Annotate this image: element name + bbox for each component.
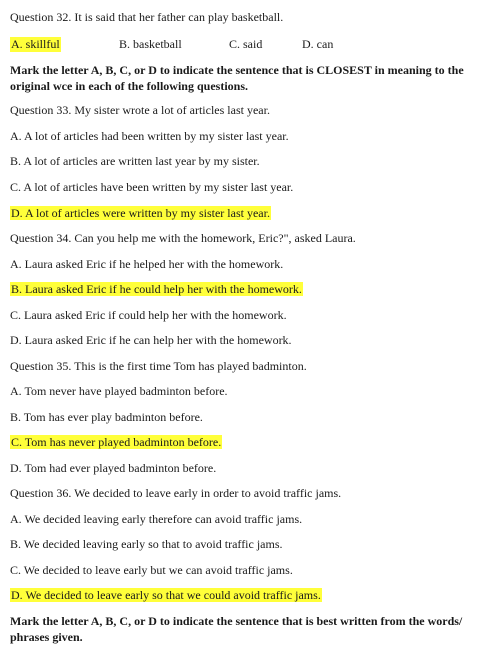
q36-option-a: A. We decided leaving early therefore can avoid traffic jams. bbox=[10, 512, 303, 526]
q35-option-b: B. Tom has ever play badminton before. bbox=[10, 410, 203, 424]
q33-option-d: D. A lot of articles were written by my sister last year. bbox=[11, 206, 270, 220]
instruction-closest-line2: original wce in each of the following questions. bbox=[10, 79, 249, 93]
q34-option-d: D. Laura asked Eric if he can help her with the homework. bbox=[10, 333, 292, 347]
q32-options-row bbox=[10, 37, 472, 52]
q36-option-c: C. We decided to leave early but we can avoid traffic jams. bbox=[10, 563, 293, 577]
q32-option-d: D. can bbox=[302, 37, 334, 51]
q36-question: Question 36. We decided to leave early in order to avoid traffic jams. bbox=[10, 486, 342, 500]
q36-option-d: D. We decided to leave early so that we could avoid traffic jams. bbox=[11, 588, 321, 602]
q35-option-d: D. Tom had ever played badminton before. bbox=[10, 461, 217, 475]
instruction-best-written-line1: Mark the letter A, B, C, or D to indicate the sentence that is best written from the words/ bbox=[10, 614, 463, 628]
q33-option-a: A. A lot of articles had been written by my sister last year. bbox=[10, 129, 289, 143]
q35-question: Question 35. This is the first time Tom has played badminton. bbox=[10, 359, 307, 373]
q34-option-a: A. Laura asked Eric if he helped her with the homework. bbox=[10, 257, 284, 271]
q34-question: Question 34. Can you help me with the homework, Eric?", asked Laura. bbox=[10, 231, 356, 245]
q32-question: Question 32. It is said that her father can play basketball. bbox=[10, 10, 284, 24]
q35-option-c: C. Tom has never played badminton before. bbox=[11, 435, 222, 449]
q32-option-c: C. said bbox=[229, 37, 263, 51]
q33-option-b: B. A lot of articles are written last year by my sister. bbox=[10, 154, 260, 168]
instruction-best-written-line2: phrases given. bbox=[10, 630, 83, 644]
q32-option-b: B. basketball bbox=[119, 37, 182, 51]
q36-option-b: B. We decided leaving early so that to avoid traffic jams. bbox=[10, 537, 283, 551]
instruction-closest-line1: Mark the letter A, B, C, or D to indicate the sentence that is CLOSEST in meaning to the bbox=[10, 63, 464, 77]
q32-option-a: A. skillful bbox=[11, 37, 60, 51]
q34-option-c: C. Laura asked Eric if could help her with the homework. bbox=[10, 308, 287, 322]
q33-option-c: C. A lot of articles have been written by my sister last year. bbox=[10, 180, 294, 194]
q34-option-b: B. Laura asked Eric if he could help her with the homework. bbox=[11, 282, 302, 296]
q35-option-a: A. Tom never have played badminton before. bbox=[10, 384, 228, 398]
q33-question: Question 33. My sister wrote a lot of articles last year. bbox=[10, 103, 270, 117]
